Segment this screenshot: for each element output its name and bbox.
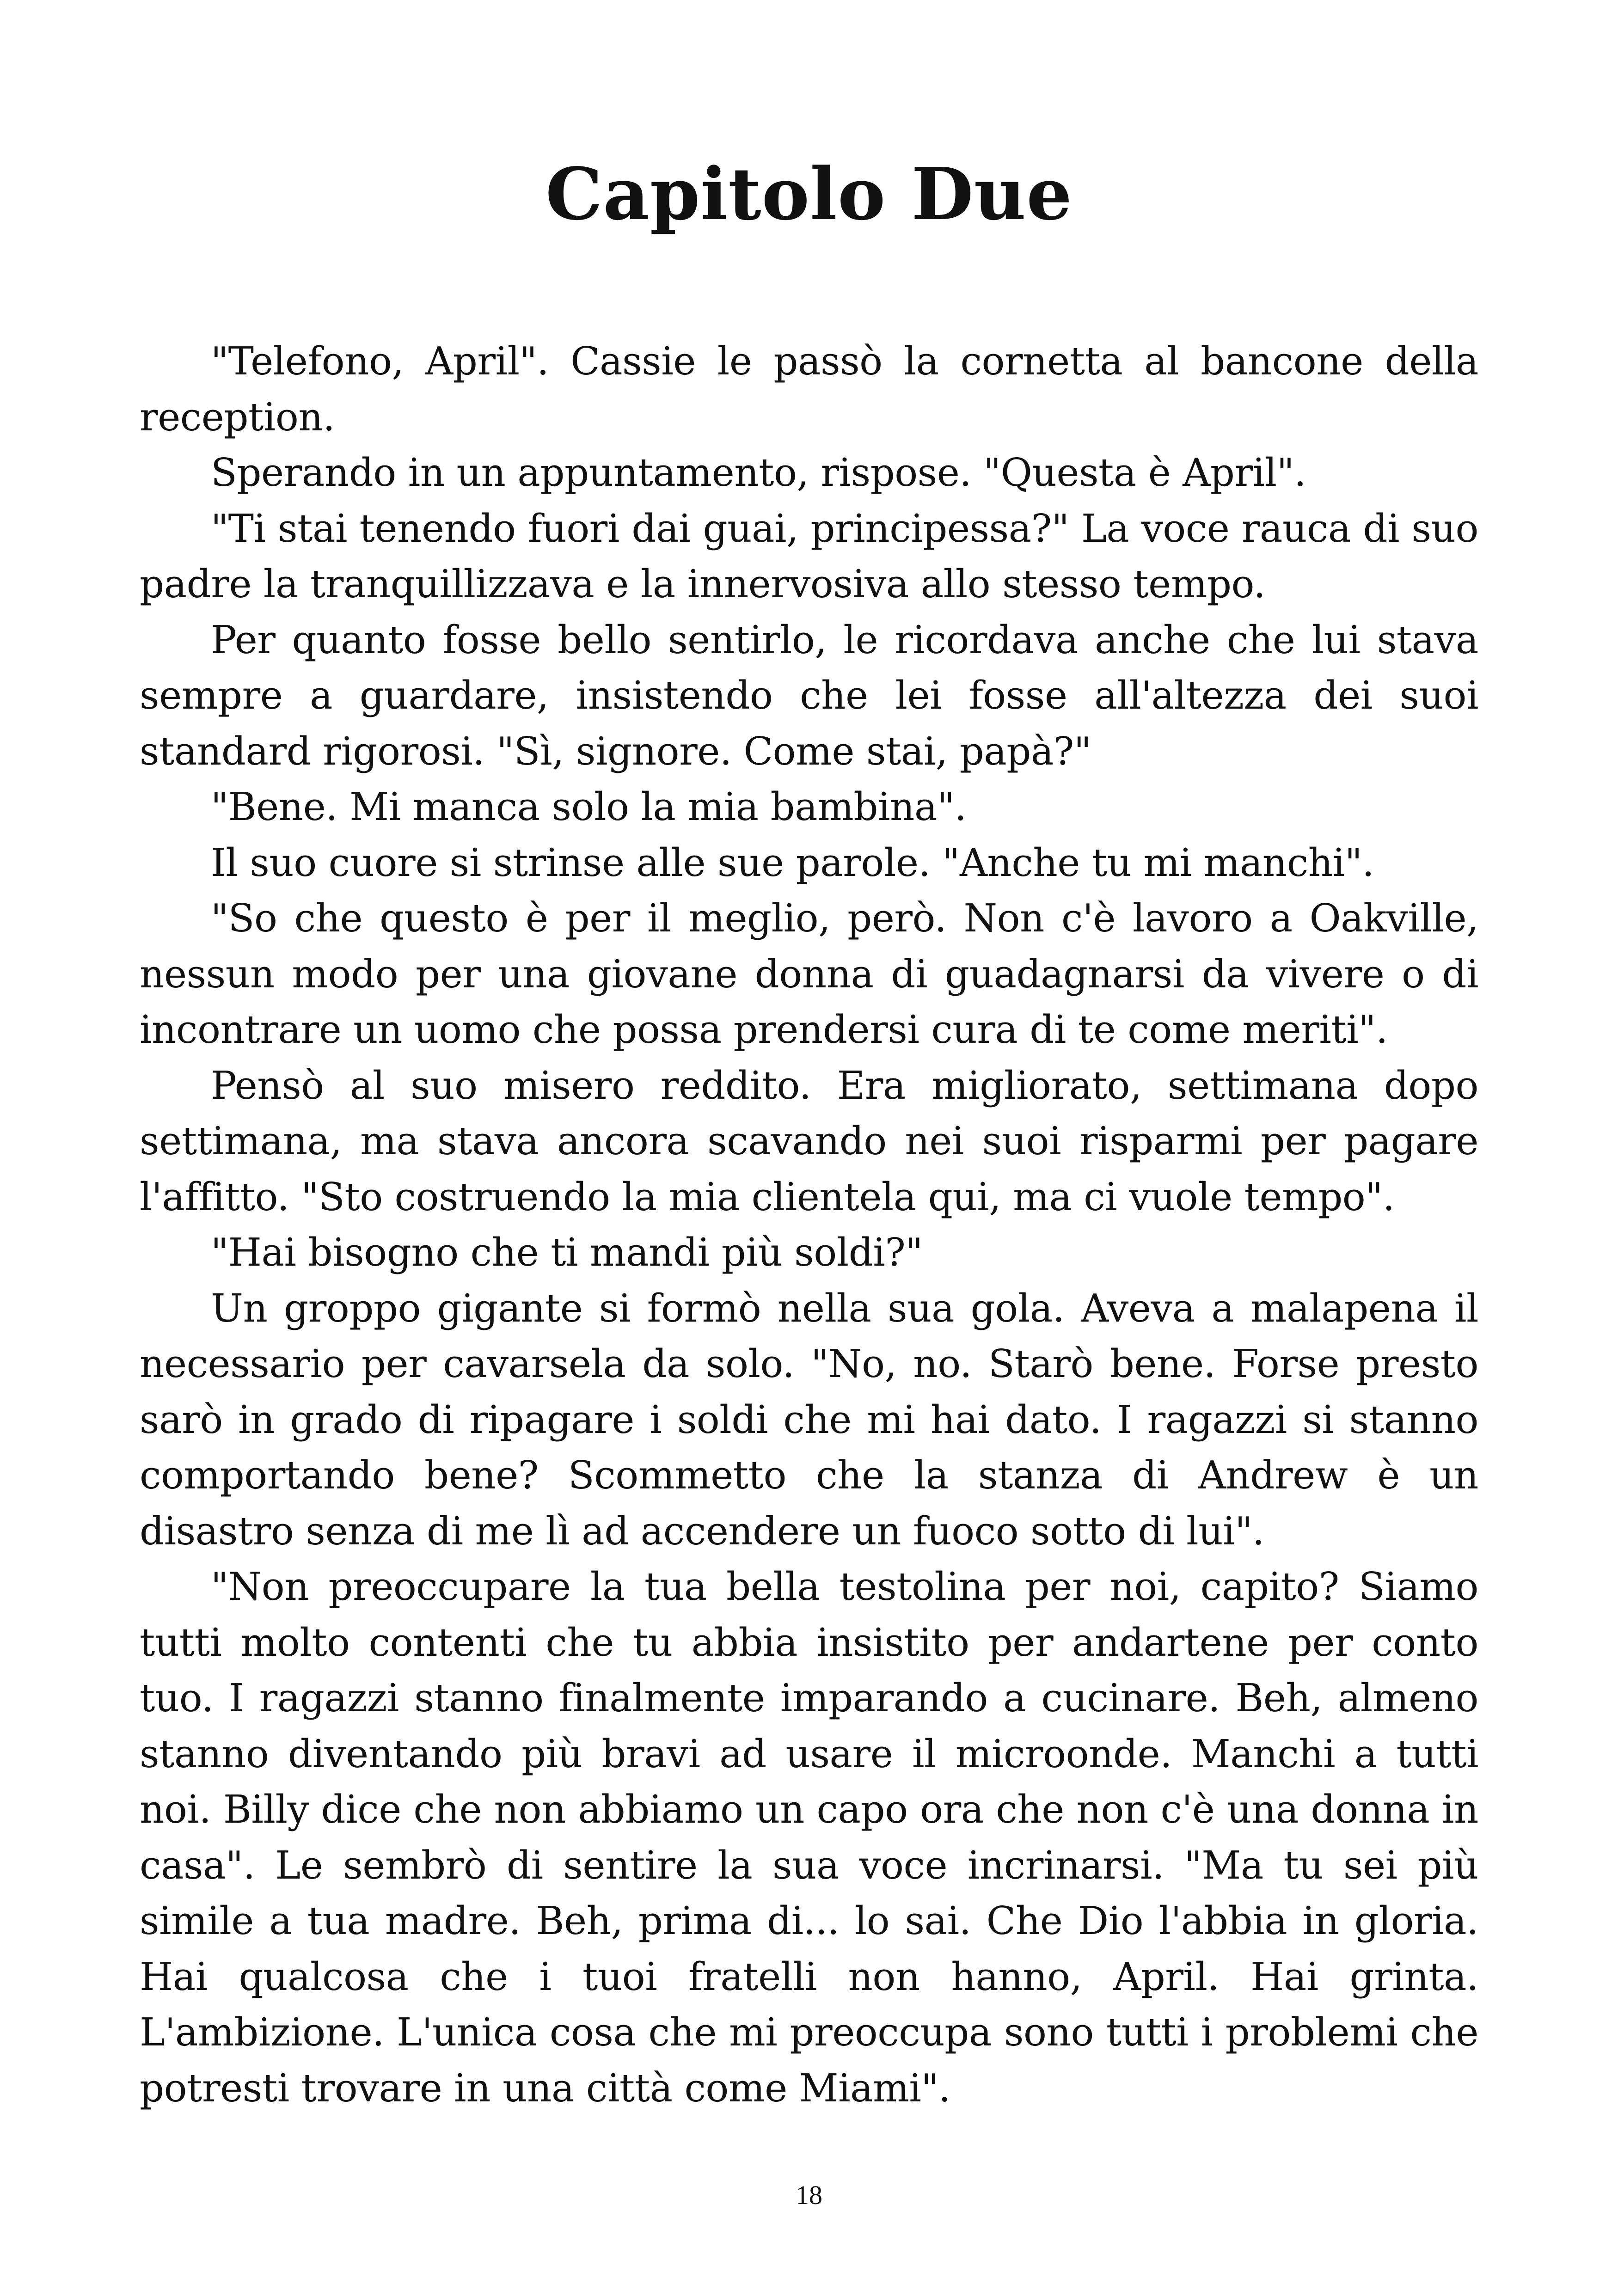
paragraph: Il suo cuore si strinse alle sue parole. "Anche tu mi manchi". [211,840,1374,885]
chapter-title: Capitolo Due [545,152,1073,236]
paragraph: "Hai bisogno che ti mandi più soldi?" [211,1230,923,1275]
page-number: 18 [796,2180,822,2210]
chapter-body [140,334,1478,2116]
paragraph: "Non preoccupare la tua bella testolina per noi, capito? Siamo tutti molto contenti che tu abbia insistito per andartene per conto tuo. I ragazzi stanno finalmente imparando a cucinare. Beh, almeno stanno diventando più bravi ad usare il microonde. Manchi a tutti noi. Billy dice che non abbiamo un capo ora che non c'è una donna in casa". Le sembrò di sentire la sua voce incrinarsi. "Ma tu sei più simile a tua madre. Beh, prima di... lo sai. Che Dio l'abbia in gloria. Hai qualcosa che i tuoi fratelli non hanno, April. Hai grinta. L'ambizione. L'unica cosa che mi preoccupa sono tutti i problemi che potresti trovare in una città come Miami". [140,1564,1478,2111]
paragraph: Un groppo gigante si formò nella sua gola. Aveva a malapena il necessario per cavarsela da solo. "No, no. Starò bene. Forse presto sarò in grado di ripagare i soldi che mi hai dato. I ragazzi si stanno comportando bene? Scommetto che la stanza di Andrew è un disastro senza di me lì ad accendere un fuoco sotto di lui". [140,1286,1478,1554]
paragraph: Sperando in un appuntamento, rispose. "Questa è April". [211,450,1306,495]
paragraph: Pensò al suo misero reddito. Era migliorato, settimana dopo settimana, ma stava ancora scavando nei suoi risparmi per pagare l'affitto. "Sto costruendo la mia clientela qui, ma ci vuole tempo". [140,1063,1478,1219]
paragraph: "So che questo è per il meglio, però. Non c'è lavoro a Oakville, nessun modo per una giovane donna di guadagnarsi da vivere o di incontrare un uomo che possa prendersi cura di te come meriti". [140,896,1478,1052]
paragraph: Per quanto fosse bello sentirlo, le ricordava anche che lui stava sempre a guardare, insistendo che lei fosse all'altezza dei suoi standard rigorosi. "Sì, signore. Come stai, papà?" [140,617,1478,774]
paragraph: "Telefono, April". Cassie le passò la cornetta al bancone della reception. [140,339,1478,440]
paragraph: "Bene. Mi manca solo la mia bambina". [211,784,967,829]
paragraph: "Ti stai tenendo fuori dai guai, principessa?" La voce rauca di suo padre la tranquillizzava e la innervosiva allo stesso tempo. [140,506,1478,606]
